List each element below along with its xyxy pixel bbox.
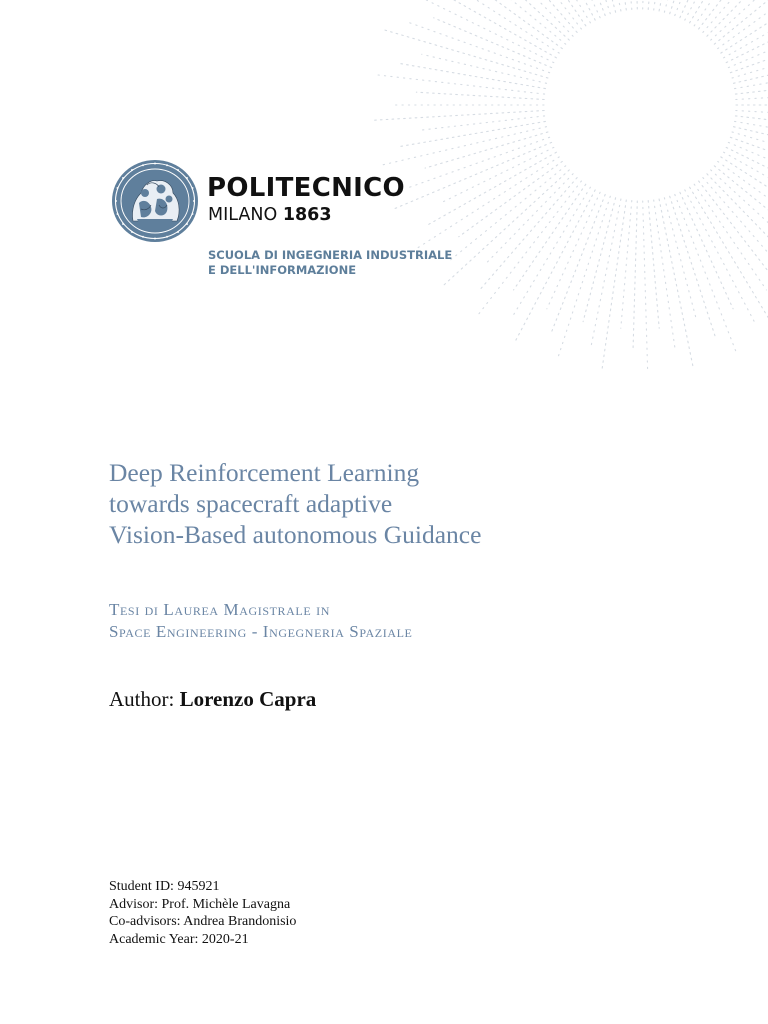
logo-city (208, 204, 332, 226)
degree-line-2: Space Engineering - Ingegneria Spaziale (109, 622, 413, 641)
school-line-2: E DELL'INFORMAZIONE (208, 263, 357, 277)
title-line-2: towards spacecraft adaptive (109, 489, 393, 518)
title-line-1: Deep Reinforcement Learning (109, 458, 420, 487)
logo-city-name: MILANO (208, 205, 278, 225)
thesis-title (109, 457, 481, 550)
co-advisors: Co-advisors: Andrea Brandonisio (109, 914, 297, 930)
author-line (109, 686, 316, 712)
degree-line-1: Tesi di Laurea Magistrale in (109, 600, 331, 619)
logo-name: POLITECNICO (207, 173, 405, 203)
student-id: Student ID: 945921 (109, 879, 220, 894)
academic-year: Academic Year: 2020-21 (109, 931, 249, 947)
school-line-1: SCUOLA DI INGEGNERIA INDUSTRIALE (208, 248, 453, 262)
degree-subtitle (109, 599, 412, 643)
thesis-info-block (109, 878, 296, 948)
author-label: Author: (109, 687, 175, 711)
author-name: Lorenzo Capra (179, 687, 317, 711)
politecnico-seal-logo (111, 159, 199, 243)
logo-year: 1863 (282, 205, 332, 225)
advisor: Advisor: Prof. Michèle Lavagna (109, 896, 291, 912)
title-line-3: Vision-Based autonomous Guidance (109, 520, 482, 549)
school-name (208, 248, 452, 278)
